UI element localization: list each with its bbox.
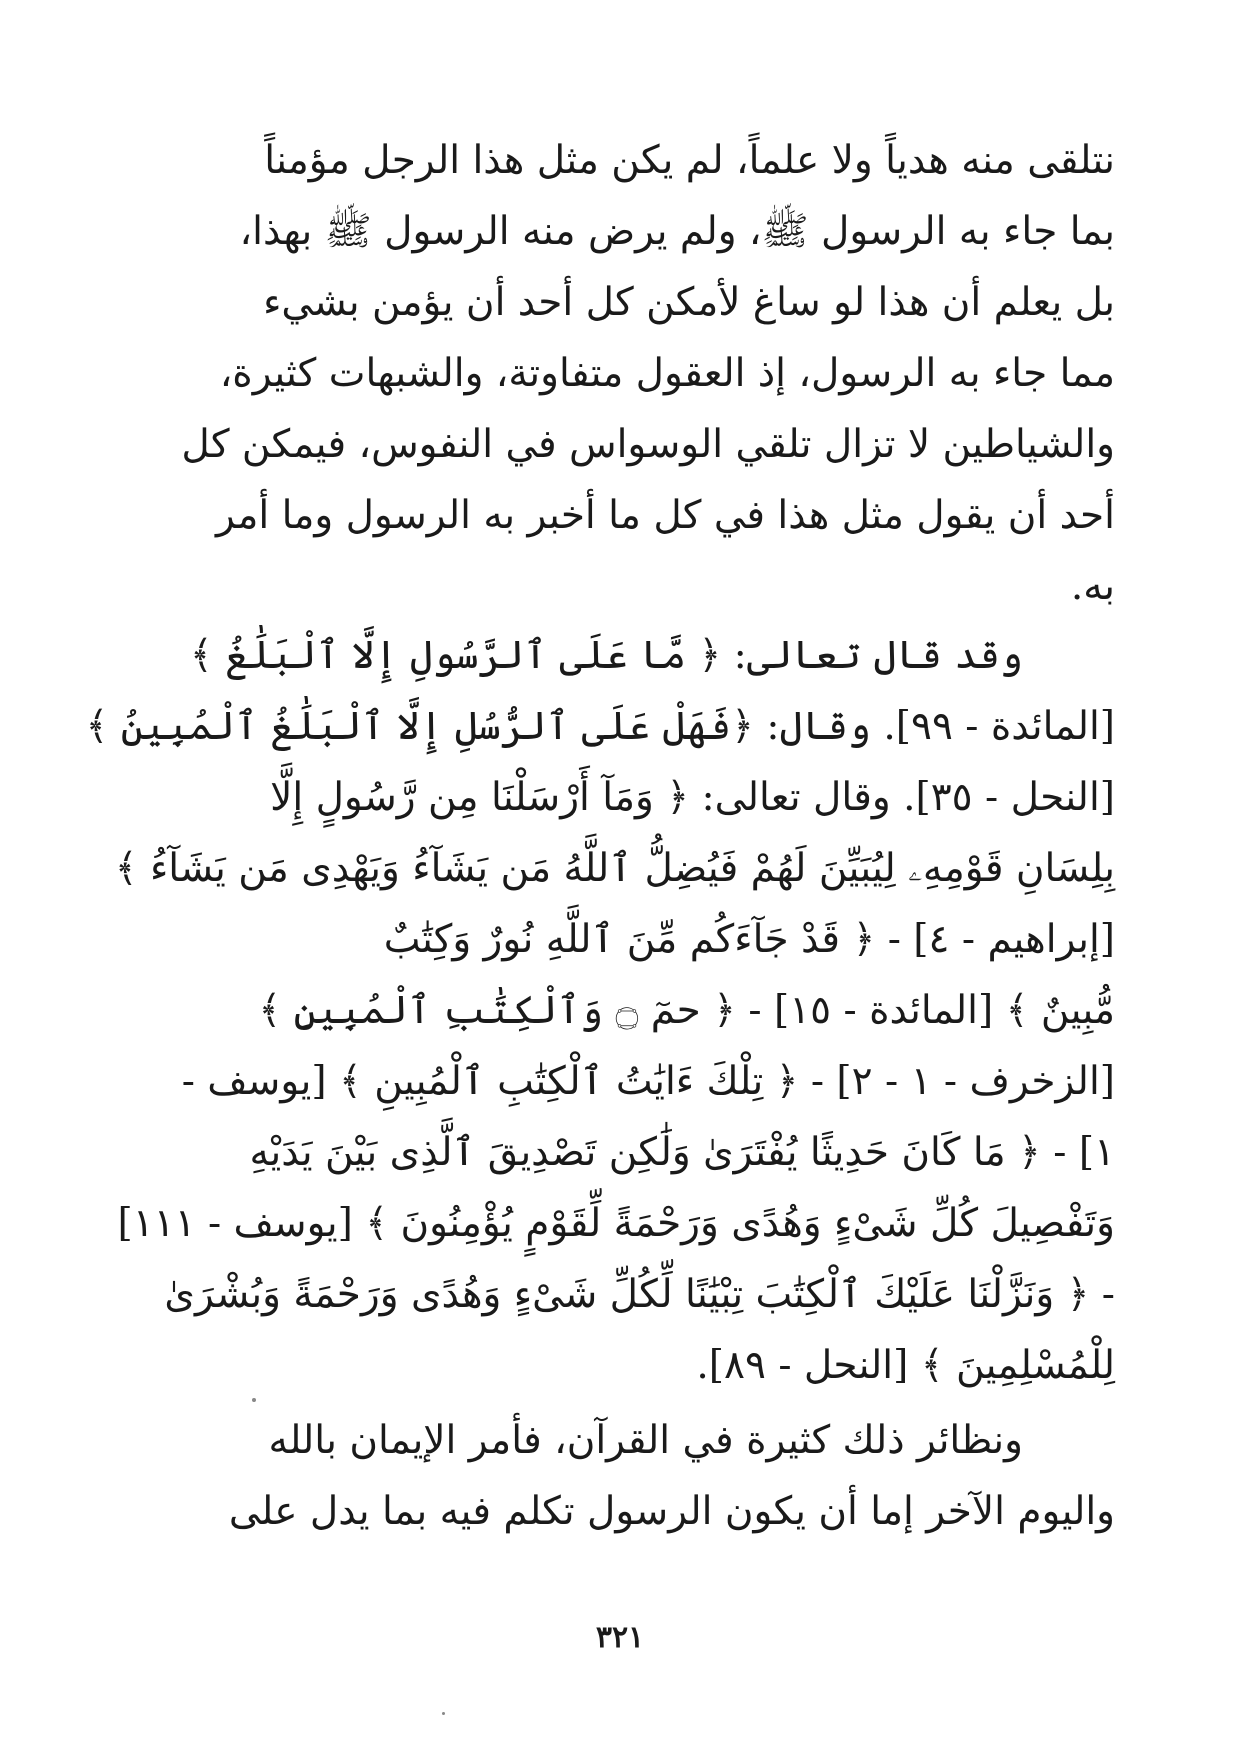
text-line: نتلقى منه هدياً ولا علماً، لم يكن مثل هذا الرجل مؤمناً: [264, 138, 1115, 183]
text-line: به.: [1070, 564, 1115, 609]
text-line: [إبراهيم - ٤] - ﴿ قَدْ جَآءَكُم مِّنَ ٱللَّهِ نُورٌ وَكِتَٰبٌ: [383, 917, 1115, 962]
text-line: وقد قال تعالى: ﴿ مَّا عَلَى ٱلرَّسُولِ إِلَّا ٱلْبَلَٰغُ ﴾: [189, 633, 1023, 678]
text-line: [المائدة - ٩٩]. وقال: ﴿فَهَلْ عَلَى ٱلرُّسُلِ إِلَّا ٱلْبَلَٰغُ ٱلْمُبِينُ ﴾: [85, 704, 1115, 749]
text-line: - ﴿ وَنَزَّلْنَا عَلَيْكَ ٱلْكِتَٰبَ تِبْيَٰنًا لِّكُلِّ شَىْءٍ وَهُدًى وَرَحْمَةً وَبُشْرَىٰ: [164, 1272, 1115, 1317]
paragraph-1: [181, 125, 1115, 622]
text-line: بما جاء به الرسول ﷺ، ولم يرض منه الرسول ﷺ بهذا،: [239, 209, 1115, 254]
page-number: ٣٢١: [595, 1620, 645, 1655]
paragraph-3: [200, 1405, 1115, 1547]
text-line: ونظائر ذلك كثيرة في القرآن، فأمر الإيمان بالله: [268, 1418, 1023, 1463]
scan-speck: [252, 1398, 256, 1402]
text-line: والشياطين لا تزال تلقي الوسواس في النفوس، فيمكن كل: [181, 422, 1115, 467]
scan-speck: [442, 1712, 445, 1715]
text-line: بِلِسَانِ قَوْمِهِۦ لِيُبَيِّنَ لَهُمْ فَيُضِلُّ ٱللَّهُ مَن يَشَآءُ وَيَهْدِى مَن يَشَآءُ ﴾: [114, 846, 1115, 891]
text-line: [النحل - ٣٥]. وقال تعالى: ﴿ وَمَآ أَرْسَلْنَا مِن رَّسُولٍ إِلَّا: [270, 775, 1115, 820]
text-line: مما جاء به الرسول، إذ العقول متفاوتة، والشبهات كثيرة،: [219, 351, 1115, 396]
text-line: ١] - ﴿ مَا كَانَ حَدِيثًا يُفْتَرَىٰ وَلَٰكِن تَصْدِيقَ ٱلَّذِى بَيْنَ يَدَيْهِ: [249, 1130, 1115, 1175]
text-line: لِلْمُسْلِمِينَ ﴾ [النحل - ٨٩].: [696, 1343, 1115, 1388]
text-line: واليوم الآخر إما أن يكون الرسول تكلم فيه بما يدل على: [228, 1489, 1115, 1534]
text-line: [الزخرف - ١ - ٢] - ﴿ تِلْكَ ءَايَٰتُ ٱلْكِتَٰبِ ٱلْمُبِينِ ﴾ [يوسف -: [181, 1059, 1115, 1104]
text-line: مُّبِينٌ ﴾ [المائدة - ١٥] - ﴿ حمٓ ۝ وَٱلْكِتَٰبِ ٱلْمُبِينِ ﴾: [258, 988, 1115, 1033]
text-line: وَتَفْصِيلَ كُلِّ شَىْءٍ وَهُدًى وَرَحْمَةً لِّقَوْمٍ يُؤْمِنُونَ ﴾ [يوسف - ١١١]: [117, 1201, 1115, 1246]
paragraph-2-quran-citations: [85, 620, 1115, 1401]
text-line: بل يعلم أن هذا لو ساغ لأمكن كل أحد أن يؤمن بشيء: [263, 280, 1115, 325]
text-line: أحد أن يقول مثل هذا في كل ما أخبر به الرسول وما أمر: [215, 493, 1115, 538]
